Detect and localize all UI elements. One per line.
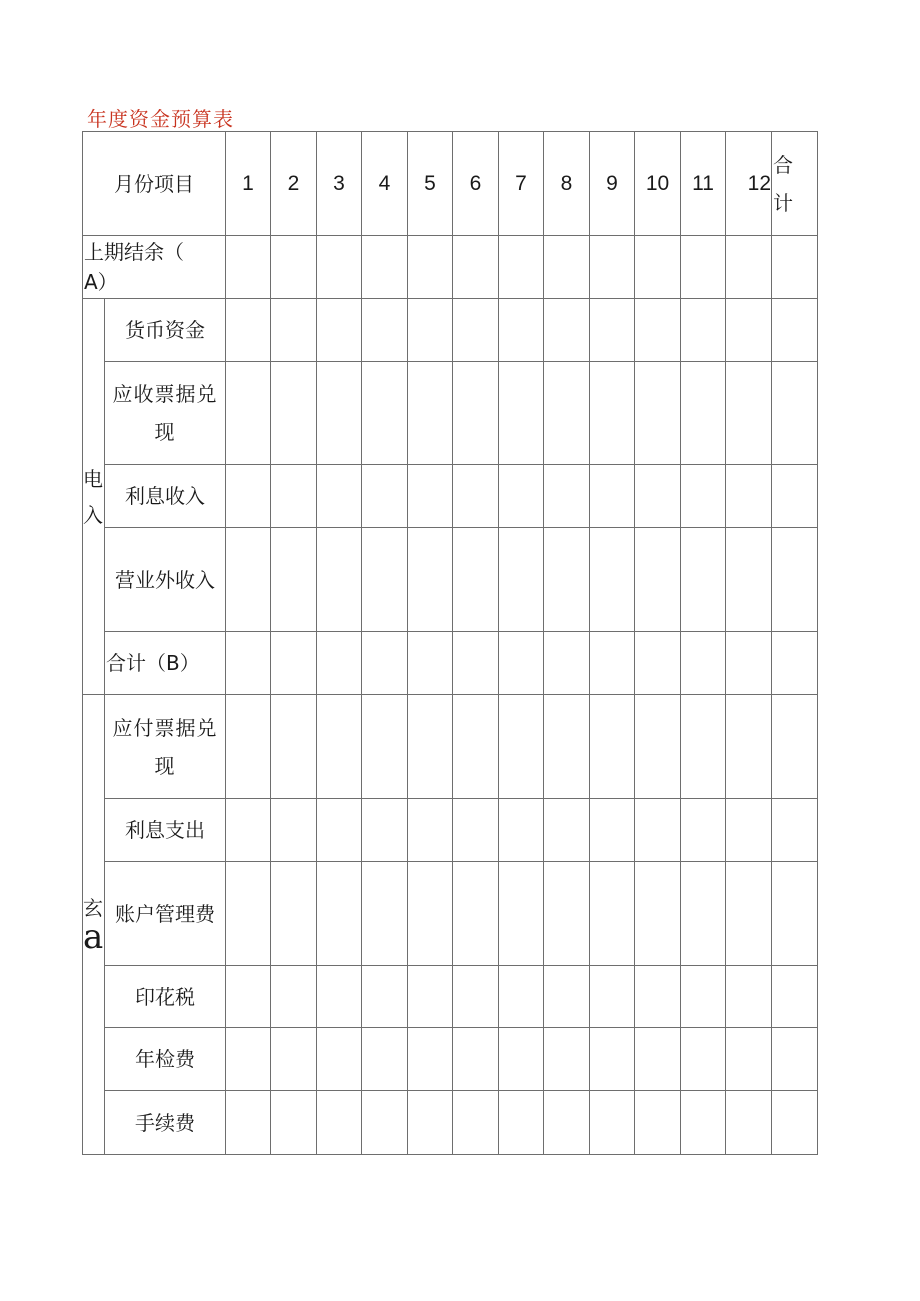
row-label: 年检费 (105, 1028, 226, 1091)
data-cell[interactable] (317, 695, 362, 799)
data-cell[interactable] (499, 1028, 544, 1091)
data-cell[interactable] (635, 632, 681, 695)
data-cell[interactable] (772, 862, 818, 966)
data-cell[interactable] (726, 1091, 772, 1155)
data-cell[interactable] (590, 236, 635, 299)
data-cell[interactable] (226, 695, 271, 799)
data-cell[interactable] (271, 299, 317, 362)
row-label-line1: 应付票据兑 (112, 715, 218, 740)
table-row (83, 299, 818, 362)
data-cell[interactable] (544, 528, 590, 632)
data-cell[interactable] (499, 465, 544, 528)
data-cell[interactable] (772, 362, 818, 465)
data-cell[interactable] (362, 632, 408, 695)
month-header: 7 (499, 132, 544, 236)
data-cell[interactable] (681, 966, 726, 1028)
month-header: 3 (317, 132, 362, 236)
data-cell[interactable] (544, 465, 590, 528)
table-row (83, 528, 818, 632)
data-cell[interactable] (681, 1028, 726, 1091)
month-header: 5 (408, 132, 453, 236)
data-cell[interactable] (681, 299, 726, 362)
expense-group-cell (83, 695, 105, 1155)
data-cell[interactable] (772, 236, 818, 299)
data-cell[interactable] (271, 362, 317, 465)
data-cell[interactable] (271, 862, 317, 966)
data-cell[interactable] (499, 799, 544, 862)
data-cell[interactable] (681, 862, 726, 966)
data-cell[interactable] (408, 362, 453, 465)
data-cell[interactable] (317, 862, 362, 966)
row-label: 印花税 (105, 966, 226, 1028)
data-cell[interactable] (544, 236, 590, 299)
balance-label-line2: A） (84, 270, 118, 294)
data-cell[interactable] (590, 528, 635, 632)
table-row (83, 236, 818, 299)
row-label (105, 695, 226, 799)
data-cell[interactable] (726, 799, 772, 862)
income-group-line2: 入 (83, 502, 103, 527)
month-header: 10 (635, 132, 681, 236)
data-cell[interactable] (499, 1091, 544, 1155)
data-cell[interactable] (635, 695, 681, 799)
data-cell[interactable] (226, 362, 271, 465)
row-label-line2: 现 (154, 420, 176, 444)
data-cell[interactable] (453, 695, 499, 799)
month-header: 6 (453, 132, 499, 236)
data-cell[interactable] (772, 799, 818, 862)
data-cell[interactable] (726, 299, 772, 362)
table-row (83, 966, 818, 1028)
data-cell[interactable] (362, 695, 408, 799)
data-cell[interactable] (362, 465, 408, 528)
data-cell[interactable] (590, 966, 635, 1028)
data-cell[interactable] (408, 528, 453, 632)
month-header: 8 (544, 132, 590, 236)
data-cell[interactable] (453, 799, 499, 862)
budget-table (82, 131, 818, 1155)
data-cell[interactable] (544, 632, 590, 695)
expense-group-line1: 玄 (83, 895, 103, 920)
data-cell[interactable] (544, 1091, 590, 1155)
row-label: 利息收入 (105, 465, 226, 528)
data-cell[interactable] (681, 362, 726, 465)
data-cell[interactable] (408, 862, 453, 966)
data-cell[interactable] (635, 465, 681, 528)
table-row (83, 695, 818, 799)
data-cell[interactable] (590, 1028, 635, 1091)
data-cell[interactable] (408, 465, 453, 528)
data-cell[interactable] (226, 236, 271, 299)
month-header: 1 (226, 132, 271, 236)
data-cell[interactable] (408, 299, 453, 362)
data-cell[interactable] (499, 528, 544, 632)
item-header-cell: 月份项目 (83, 132, 226, 236)
data-cell[interactable] (271, 1028, 317, 1091)
total-header-line2: 计 (773, 190, 793, 215)
data-cell[interactable] (681, 695, 726, 799)
data-cell[interactable] (499, 966, 544, 1028)
data-cell[interactable] (726, 236, 772, 299)
data-cell[interactable] (726, 362, 772, 465)
data-cell[interactable] (317, 465, 362, 528)
data-cell[interactable] (226, 632, 271, 695)
data-cell[interactable] (362, 299, 408, 362)
data-cell[interactable] (590, 862, 635, 966)
data-cell[interactable] (453, 528, 499, 632)
data-cell[interactable] (271, 799, 317, 862)
data-cell[interactable] (453, 1091, 499, 1155)
data-cell[interactable] (226, 1091, 271, 1155)
data-cell[interactable] (544, 299, 590, 362)
data-cell[interactable] (362, 966, 408, 1028)
data-cell[interactable] (226, 528, 271, 632)
data-cell[interactable] (590, 465, 635, 528)
data-cell[interactable] (772, 1028, 818, 1091)
row-label-line1: 应收票据兑 (112, 382, 218, 406)
row-label-line2: 现 (154, 753, 176, 778)
data-cell[interactable] (544, 362, 590, 465)
data-cell[interactable] (499, 695, 544, 799)
table-row (83, 799, 818, 862)
data-cell[interactable] (726, 862, 772, 966)
data-cell[interactable] (408, 236, 453, 299)
data-cell[interactable] (226, 299, 271, 362)
data-cell[interactable] (317, 1028, 362, 1091)
row-label: 货币资金 (105, 299, 226, 362)
data-cell[interactable] (453, 966, 499, 1028)
data-cell[interactable] (408, 1091, 453, 1155)
table-row (83, 862, 818, 966)
row-label: 手续费 (105, 1091, 226, 1155)
data-cell[interactable] (590, 695, 635, 799)
data-cell[interactable] (453, 632, 499, 695)
page-title: 年度资金预算表 (87, 107, 234, 131)
data-cell[interactable] (772, 1091, 818, 1155)
table-row (83, 362, 818, 465)
data-cell[interactable] (317, 632, 362, 695)
data-cell[interactable] (362, 1091, 408, 1155)
data-cell[interactable] (772, 299, 818, 362)
data-cell[interactable] (681, 1091, 726, 1155)
row-label: 营业外收入 (105, 528, 226, 632)
data-cell[interactable] (362, 236, 408, 299)
data-cell[interactable] (317, 1091, 362, 1155)
data-cell[interactable] (681, 632, 726, 695)
data-cell[interactable] (499, 362, 544, 465)
data-cell[interactable] (362, 362, 408, 465)
data-cell[interactable] (590, 362, 635, 465)
data-cell[interactable] (408, 695, 453, 799)
data-cell[interactable] (726, 695, 772, 799)
row-label: 利息支出 (105, 799, 226, 862)
data-cell[interactable] (271, 465, 317, 528)
table-row (83, 1028, 818, 1091)
data-cell[interactable] (408, 966, 453, 1028)
data-cell[interactable] (271, 966, 317, 1028)
month-header: 2 (271, 132, 317, 236)
data-cell[interactable] (726, 632, 772, 695)
data-cell[interactable] (544, 966, 590, 1028)
table-row (83, 1091, 818, 1155)
balance-label-cell (83, 236, 226, 299)
data-cell[interactable] (726, 966, 772, 1028)
income-group-cell (83, 299, 105, 695)
data-cell[interactable] (772, 966, 818, 1028)
data-cell[interactable] (317, 299, 362, 362)
data-cell[interactable] (681, 528, 726, 632)
data-cell[interactable] (226, 862, 271, 966)
total-header-cell (772, 132, 818, 236)
data-cell[interactable] (726, 1028, 772, 1091)
table-row (83, 632, 818, 695)
data-cell[interactable] (453, 299, 499, 362)
month-header: 11 (681, 132, 726, 236)
data-cell[interactable] (408, 1028, 453, 1091)
data-cell[interactable] (772, 528, 818, 632)
total-header-line1: 合 (773, 152, 793, 177)
data-cell[interactable] (271, 632, 317, 695)
data-cell[interactable] (544, 695, 590, 799)
header-row (83, 132, 818, 236)
row-label: 合计（B） (105, 632, 226, 695)
data-cell[interactable] (408, 799, 453, 862)
data-cell[interactable] (772, 632, 818, 695)
data-cell[interactable] (226, 465, 271, 528)
data-cell[interactable] (499, 299, 544, 362)
data-cell[interactable] (271, 695, 317, 799)
data-cell[interactable] (362, 528, 408, 632)
data-cell[interactable] (590, 632, 635, 695)
row-label (105, 362, 226, 465)
data-cell[interactable] (635, 299, 681, 362)
data-cell[interactable] (226, 1028, 271, 1091)
data-cell[interactable] (271, 236, 317, 299)
data-cell[interactable] (453, 362, 499, 465)
data-cell[interactable] (499, 236, 544, 299)
data-cell[interactable] (317, 799, 362, 862)
data-cell[interactable] (726, 528, 772, 632)
data-cell[interactable] (453, 1028, 499, 1091)
data-cell[interactable] (635, 528, 681, 632)
data-cell[interactable] (408, 632, 453, 695)
data-cell[interactable] (590, 299, 635, 362)
data-cell[interactable] (453, 862, 499, 966)
data-cell[interactable] (772, 695, 818, 799)
data-cell[interactable] (226, 966, 271, 1028)
data-cell[interactable] (226, 799, 271, 862)
data-cell[interactable] (453, 465, 499, 528)
data-cell[interactable] (726, 465, 772, 528)
row-label: 账户管理费 (105, 862, 226, 966)
data-cell[interactable] (772, 465, 818, 528)
data-cell[interactable] (271, 1091, 317, 1155)
data-cell[interactable] (453, 236, 499, 299)
data-cell[interactable] (362, 1028, 408, 1091)
data-cell[interactable] (681, 465, 726, 528)
table-row (83, 465, 818, 528)
data-cell[interactable] (271, 528, 317, 632)
month-header: 4 (362, 132, 408, 236)
data-cell[interactable] (635, 799, 681, 862)
data-cell[interactable] (317, 528, 362, 632)
data-cell[interactable] (635, 1028, 681, 1091)
data-cell[interactable] (635, 966, 681, 1028)
expense-group-line2: a (83, 916, 104, 957)
data-cell[interactable] (681, 236, 726, 299)
data-cell[interactable] (635, 362, 681, 465)
data-cell[interactable] (317, 236, 362, 299)
balance-label-line1: 上期结余（ (84, 240, 184, 264)
data-cell[interactable] (544, 799, 590, 862)
month-header: 12 (726, 132, 772, 236)
data-cell[interactable] (317, 362, 362, 465)
data-cell[interactable] (362, 862, 408, 966)
income-group-line1: 电 (83, 466, 103, 491)
month-header: 9 (590, 132, 635, 236)
data-cell[interactable] (681, 799, 726, 862)
data-cell[interactable] (499, 632, 544, 695)
data-cell[interactable] (544, 862, 590, 966)
data-cell[interactable] (635, 862, 681, 966)
data-cell[interactable] (635, 1091, 681, 1155)
data-cell[interactable] (317, 966, 362, 1028)
data-cell[interactable] (590, 1091, 635, 1155)
data-cell[interactable] (544, 1028, 590, 1091)
data-cell[interactable] (635, 236, 681, 299)
data-cell[interactable] (590, 799, 635, 862)
data-cell[interactable] (499, 862, 544, 966)
data-cell[interactable] (362, 799, 408, 862)
